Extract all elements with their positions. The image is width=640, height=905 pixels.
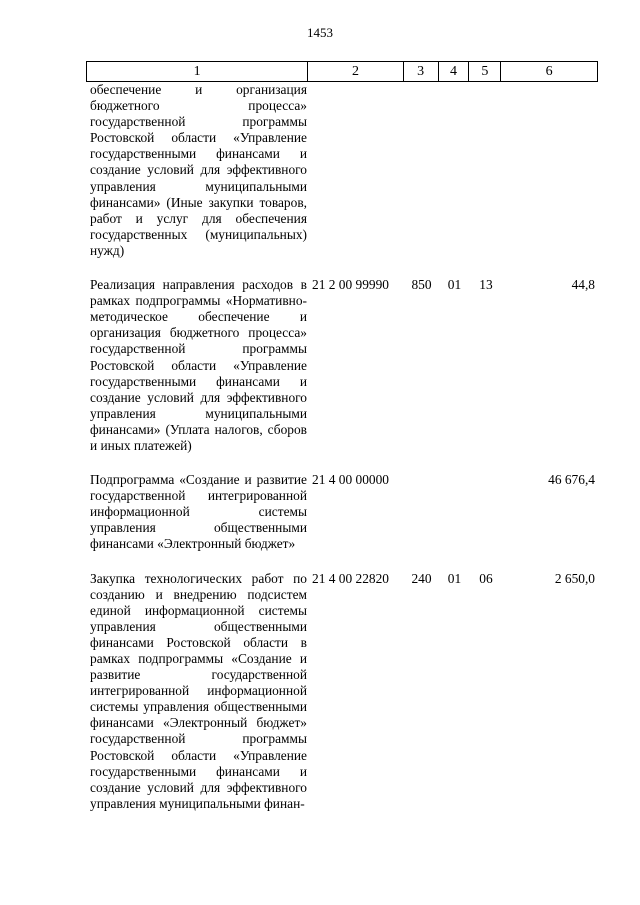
header-col-5: 5	[469, 62, 501, 81]
row-expense-type	[404, 82, 439, 259]
table-row	[86, 571, 598, 812]
header-col-1: 1	[87, 62, 308, 81]
table-header	[86, 61, 598, 82]
row-subsection	[470, 472, 502, 552]
row-subsection	[470, 82, 502, 259]
row-subsection: 06	[479, 570, 493, 586]
row-section: 01	[447, 277, 462, 293]
row-target-code: 21 4 00 22820	[312, 570, 389, 586]
row-amount: 2 650,0	[554, 570, 595, 586]
header-col-3: 3	[404, 62, 439, 81]
row-expense-type: 240	[411, 570, 432, 586]
row-section	[439, 82, 470, 259]
row-target-code	[308, 82, 404, 259]
row-section	[439, 472, 470, 552]
row-subsection: 13	[479, 277, 493, 293]
row-expense-type	[404, 472, 439, 552]
header-col-6: 6	[545, 64, 553, 79]
row-description: Подпрограмма «Создание и развитие государственной интегрированной информационной системы управления общественными финансами «Электронный бюджет»	[90, 472, 307, 552]
budget-table	[86, 82, 598, 812]
page-number: 1453	[307, 25, 333, 40]
row-description: Закупка технологических работ по созданию и внедрению подсистем единой информационной системы управления общественными финансами Ростовской области в рамках подпрограммы «Создание и развитие государственной интегрированной информационной системы управления общественными финансами «Электронный бюджет» государственной программы Ростовской области «Управление государственными финансами и создание условий для эффективного управления муниципальными финан-	[90, 570, 307, 811]
row-amount: 44,8	[571, 277, 595, 293]
row-description: Реализация направления расходов в рамках подпрограммы «Нормативно-методическое обеспечение и организация бюджетного процесса» государственной программы Ростовской области «Управление государственными финансами и создание условий для эффективного управления муниципальными финансами» (Уплата налогов, сборов и иных платежей)	[90, 277, 307, 453]
row-target-code: 21 4 00 00000	[312, 472, 389, 488]
table-row	[86, 277, 598, 454]
header-col-2: 2	[308, 62, 404, 81]
table-row	[86, 82, 598, 259]
row-amount: 46 676,4	[548, 472, 595, 488]
row-description: обеспечение и организация бюджетного процесса» государственной программы Ростовской области «Управление государственными финансами и создание условий для эффективного управления муниципальными финансами» (Иные закупки товаров, работ и услуг для обеспечения государственных (муниципальных) нужд)	[90, 82, 307, 258]
row-target-code: 21 2 00 99990	[312, 277, 389, 293]
table-row	[86, 472, 598, 552]
row-expense-type: 850	[411, 277, 432, 293]
header-col-4: 4	[439, 62, 470, 81]
row-amount	[502, 82, 598, 259]
row-section: 01	[447, 570, 462, 586]
